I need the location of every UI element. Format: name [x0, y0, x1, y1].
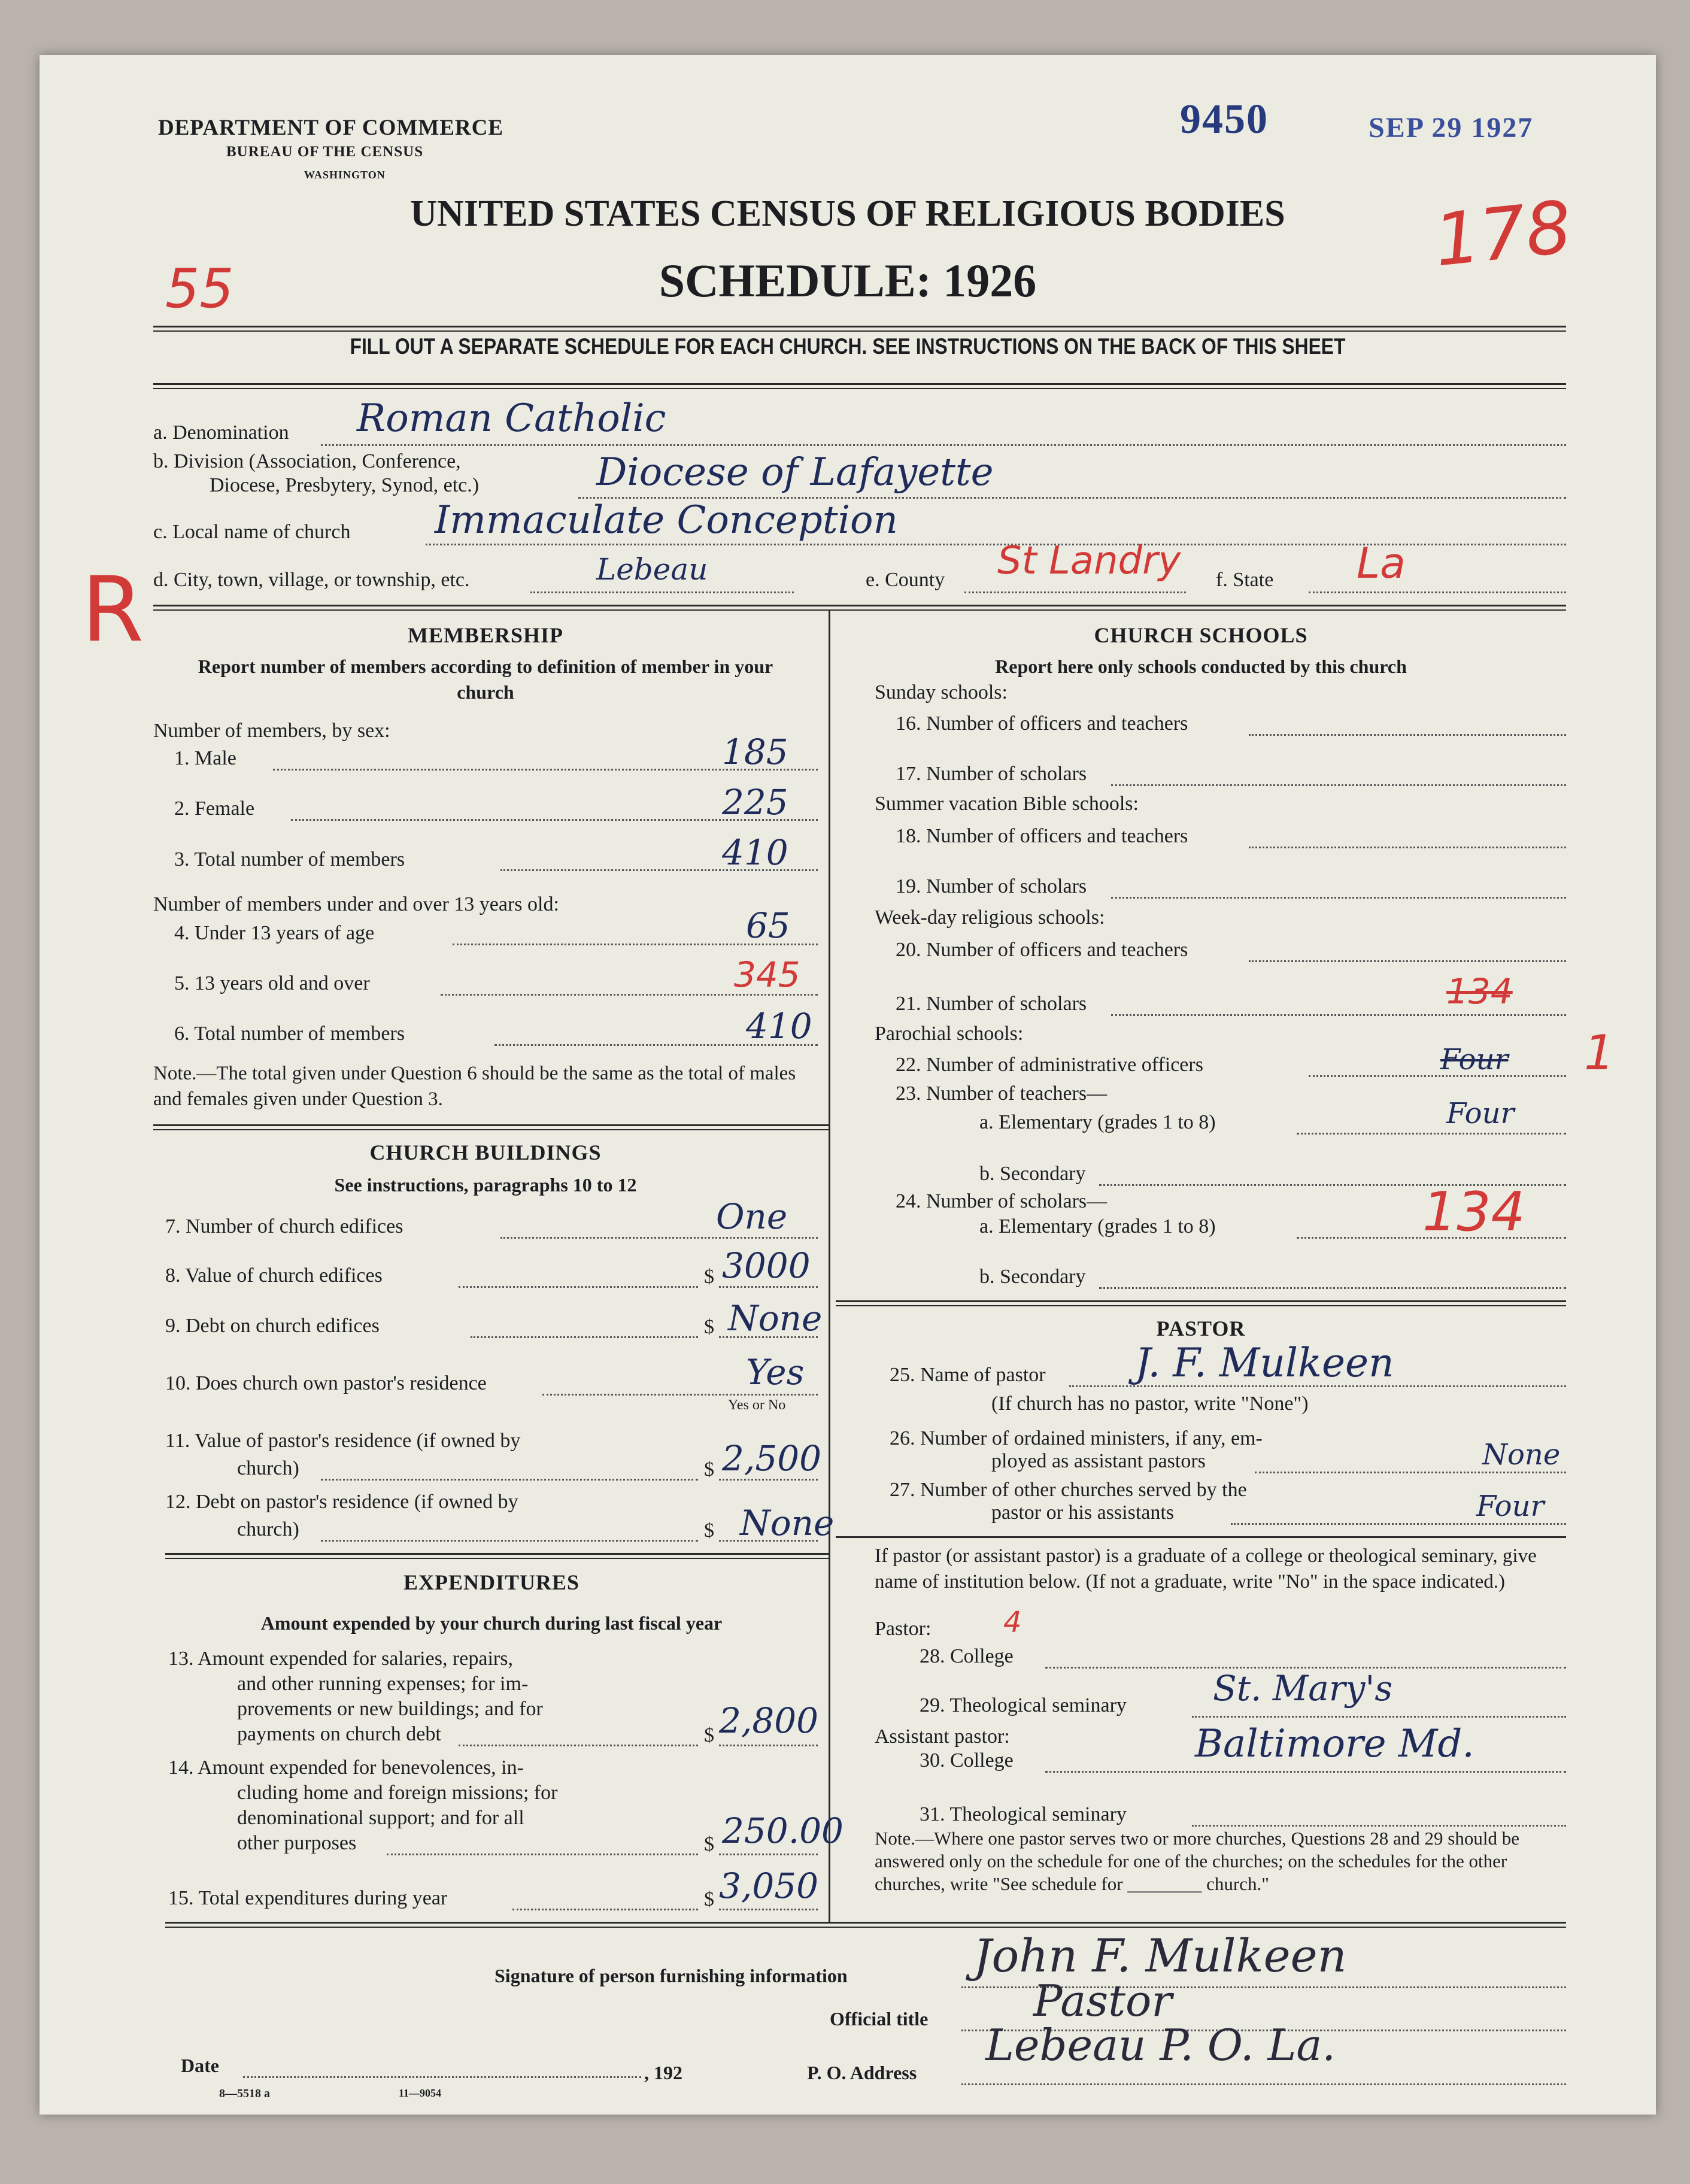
- city-label: d. City, town, village, or township, etc.: [153, 569, 470, 591]
- fill-line: [1249, 847, 1566, 848]
- rule: [153, 609, 1566, 611]
- q12-label-2: church): [237, 1518, 299, 1540]
- pastor-note: Note.—Where one pastor serves two or more churches, Questions 28 and 29 should be answered only on the schedule for one of the churches; on the schedules for the other churches, write "See schedule for ________ church.": [875, 1828, 1519, 1894]
- rule: [165, 1553, 829, 1555]
- q5-value[interactable]: 345: [734, 954, 800, 995]
- q10-value[interactable]: Yes: [746, 1352, 805, 1393]
- fill-line: [1045, 1771, 1566, 1773]
- q29-label: 29. Theological seminary: [920, 1694, 1127, 1716]
- instructions-line: FILL OUT A SEPARATE SCHEDULE FOR EACH CHURCH. SEE INSTRUCTIONS ON THE BACK OF THIS SHEET: [350, 334, 1346, 359]
- fill-line: [542, 1394, 818, 1396]
- q23a-value[interactable]: Four: [1446, 1097, 1515, 1130]
- q10-hint: Yes or No: [728, 1397, 786, 1413]
- fill-line: [459, 1286, 698, 1288]
- fill-line: [1297, 1133, 1566, 1135]
- division-label-1: b. Division (Association, Conference,: [153, 450, 461, 472]
- q11-label-2: church): [237, 1457, 299, 1479]
- q27-value[interactable]: Four: [1476, 1490, 1545, 1523]
- po-address-label: P. O. Address: [807, 2062, 917, 2083]
- q13-label-3: provements or new buildings; and for: [237, 1698, 543, 1720]
- rule: [153, 388, 1566, 389]
- county-label: e. County: [866, 569, 945, 591]
- schools-heading: CHURCH SCHOOLS: [1094, 623, 1308, 647]
- schools-subheading: Report here only schools conducted by this church: [995, 656, 1407, 677]
- rule: [165, 1922, 1566, 1924]
- rule: [836, 1300, 1566, 1302]
- date-label: Date: [181, 2055, 219, 2076]
- state-value[interactable]: La: [1357, 539, 1406, 588]
- q13-label-1: 13. Amount expended for salaries, repairs,: [168, 1648, 513, 1670]
- q23a-label: a. Elementary (grades 1 to 8): [979, 1111, 1216, 1133]
- membership-heading: MEMBERSHIP: [407, 623, 563, 647]
- q26-label-1: 26. Number of ordained ministers, if any, em-: [890, 1427, 1263, 1449]
- fill-line: [719, 1745, 818, 1746]
- q13-label-2: and other running expenses; for im-: [237, 1673, 529, 1695]
- city-value[interactable]: Lebeau: [596, 552, 708, 587]
- division-value[interactable]: Diocese of Lafayette: [596, 450, 994, 495]
- q25-hint: (If church has no pastor, write "None"): [991, 1393, 1309, 1415]
- q28-label: 28. College: [920, 1645, 1014, 1667]
- q31-label: 31. Theological seminary: [920, 1803, 1127, 1825]
- form-title: UNITED STATES CENSUS OF RELIGIOUS BODIES: [410, 193, 1285, 234]
- q2-value[interactable]: 225: [722, 782, 788, 823]
- by-age-label: Number of members under and over 13 years old:: [153, 893, 559, 915]
- rule: [165, 1558, 829, 1559]
- rule: [153, 330, 1566, 332]
- local-name-value[interactable]: Immaculate Conception: [435, 498, 898, 542]
- q11-value[interactable]: 2,500: [722, 1438, 822, 1479]
- q11-label-1: 11. Value of pastor's residence (if owned by: [165, 1430, 521, 1452]
- dollar-sign: $: [704, 1724, 714, 1746]
- print-code: 11—9054: [399, 2087, 442, 2099]
- by-sex-label: Number of members, by sex:: [153, 720, 390, 742]
- fill-line: [1231, 1523, 1566, 1525]
- expenditures-subheading: Amount expended by your church during last fiscal year: [260, 1612, 723, 1634]
- fill-line: [719, 1854, 818, 1855]
- dollar-sign: $: [704, 1519, 714, 1542]
- q3-label: 3. Total number of members: [174, 848, 405, 870]
- fill-line: [1192, 1716, 1566, 1718]
- graduate-note: If pastor (or assistant pastor) is a graduate of a college or theological seminary, give name of institution below. (If not a graduate, write "No" in the space indicated.): [875, 1545, 1537, 1592]
- q10-label: 10. Does church own pastor's residence: [165, 1372, 487, 1394]
- fill-line: [387, 1854, 698, 1855]
- q13-label-4: payments on church debt: [237, 1723, 441, 1745]
- q7-value[interactable]: One: [716, 1196, 788, 1237]
- q26-value[interactable]: None: [1482, 1438, 1561, 1472]
- q22-correction[interactable]: 1: [1584, 1025, 1615, 1081]
- q12-value[interactable]: None: [740, 1503, 835, 1543]
- q16-label: 16. Number of officers and teachers: [896, 712, 1188, 735]
- margin-note-left: 55: [165, 257, 234, 320]
- q17-label: 17. Number of scholars: [896, 763, 1087, 785]
- rule: [153, 326, 1566, 327]
- q20-label: 20. Number of officers and teachers: [896, 939, 1188, 961]
- bureau-city: WASHINGTON: [304, 169, 386, 181]
- expenditures-heading: EXPENDITURES: [403, 1570, 580, 1594]
- form-code: 8—5518 a: [219, 2087, 270, 2100]
- q15-value[interactable]: 3,050: [719, 1866, 819, 1906]
- q1-label: 1. Male: [174, 747, 236, 769]
- dollar-sign: $: [704, 1316, 714, 1338]
- rule: [153, 1129, 829, 1130]
- fill-line: [1249, 960, 1566, 962]
- fill-line: [961, 2083, 1566, 2085]
- q21-value[interactable]: 134: [1446, 971, 1513, 1012]
- dollar-sign: $: [704, 1888, 714, 1910]
- column-divider: [829, 611, 830, 1922]
- q6-label: 6. Total number of members: [174, 1023, 405, 1045]
- fill-line: [321, 1540, 698, 1542]
- fill-line: [1192, 1825, 1566, 1827]
- stamp-number: 9450: [1180, 96, 1269, 142]
- parochial-schools-label: Parochial schools:: [875, 1023, 1024, 1045]
- fill-line: [1099, 1287, 1566, 1289]
- q22-value[interactable]: Four: [1440, 1043, 1509, 1076]
- q24a-value[interactable]: 134: [1422, 1181, 1525, 1243]
- stamp-date: SEP 29 1927: [1369, 112, 1534, 144]
- fill-line: [321, 444, 1566, 446]
- signature-label: Signature of person furnishing information: [494, 1965, 848, 1986]
- fill-line: [243, 2076, 641, 2078]
- q24a-label: a. Elementary (grades 1 to 8): [979, 1215, 1216, 1237]
- sunday-schools-label: Sunday schools:: [875, 681, 1008, 703]
- official-title-label: Official title: [830, 2008, 929, 2030]
- q4-value[interactable]: 65: [746, 905, 790, 946]
- summer-schools-label: Summer vacation Bible schools:: [875, 793, 1139, 815]
- fill-line: [1309, 1075, 1566, 1077]
- q9-value[interactable]: None: [728, 1298, 823, 1339]
- membership-subheading: Report number of members according to definition of member in your church: [198, 656, 773, 703]
- rule: [153, 605, 1566, 606]
- q2-label: 2. Female: [174, 797, 255, 820]
- pastor-label: Pastor:: [875, 1618, 932, 1640]
- fill-line: [321, 1479, 698, 1481]
- q12-label-1: 12. Debt on pastor's residence (if owned by: [165, 1491, 518, 1513]
- fill-line: [719, 1286, 818, 1288]
- pastor-name-value[interactable]: J. F. Mulkeen: [1135, 1340, 1394, 1386]
- margin-note-right: 178: [1430, 186, 1576, 283]
- q8-label: 8. Value of church edifices: [165, 1264, 383, 1287]
- fill-line: [1249, 734, 1566, 736]
- q29-value[interactable]: St. Mary's: [1213, 1668, 1393, 1709]
- denomination-label: a. Denomination: [153, 421, 289, 444]
- fill-line: [1255, 1472, 1566, 1473]
- fill-line: [1111, 1014, 1566, 1016]
- q13-value[interactable]: 2,800: [719, 1700, 819, 1741]
- bureau-name: BUREAU OF THE CENSUS: [226, 144, 424, 160]
- q14-label-1: 14. Amount expended for benevolences, in-: [168, 1757, 524, 1779]
- q25-label: 25. Name of pastor: [890, 1364, 1046, 1386]
- q22-label: 22. Number of administrative officers: [896, 1054, 1203, 1076]
- weekday-schools-label: Week-day religious schools:: [875, 906, 1105, 929]
- fill-line: [1111, 784, 1566, 786]
- q15-label: 15. Total expenditures during year: [168, 1887, 448, 1909]
- date-year: , 192: [644, 2062, 682, 2083]
- q18-label: 18. Number of officers and teachers: [896, 825, 1188, 847]
- q27-label-2: pastor or his assistants: [991, 1502, 1175, 1524]
- q14-label-3: denominational support; and for all: [237, 1807, 524, 1829]
- pastor-mark: 4: [1003, 1606, 1022, 1639]
- pastor-heading: PASTOR: [1156, 1317, 1246, 1340]
- buildings-subheading: See instructions, paragraphs 10 to 12: [334, 1174, 637, 1196]
- fill-line: [530, 592, 794, 593]
- fill-line: [719, 1479, 818, 1481]
- fill-line: [964, 592, 1186, 593]
- membership-note: Note.—The total given under Question 6 should be the same as the total of males and females given under Question 3.: [153, 1063, 796, 1110]
- q4-label: 4. Under 13 years of age: [174, 922, 375, 944]
- fill-line: [1309, 592, 1566, 593]
- q30-label: 30. College: [920, 1749, 1014, 1772]
- rule: [836, 1536, 1566, 1538]
- state-label: f. State: [1216, 569, 1274, 591]
- fill-line: [512, 1909, 698, 1910]
- fill-line: [459, 1745, 698, 1746]
- fill-line: [1111, 897, 1566, 899]
- form-schedule: SCHEDULE: 1926: [659, 254, 1037, 307]
- q1-value[interactable]: 185: [722, 732, 788, 772]
- q23b-label: b. Secondary: [979, 1163, 1086, 1185]
- department-name: DEPARTMENT OF COMMERCE: [158, 116, 504, 140]
- q14-label-2: cluding home and foreign missions; for: [237, 1782, 558, 1804]
- denomination-value[interactable]: Roman Catholic: [357, 396, 666, 441]
- q6-value[interactable]: 410: [746, 1006, 812, 1046]
- dollar-sign: $: [704, 1458, 714, 1481]
- assistant-pastor-label: Assistant pastor:: [875, 1725, 1010, 1748]
- buildings-heading: CHURCH BUILDINGS: [369, 1140, 602, 1164]
- division-label-2: Diocese, Presbytery, Synod, etc.): [210, 474, 480, 496]
- q14-value[interactable]: 250.00: [722, 1810, 844, 1851]
- q7-label: 7. Number of church edifices: [165, 1215, 403, 1237]
- margin-letter: R: [81, 558, 144, 662]
- official-title-value[interactable]: Pastor: [1033, 1976, 1172, 2026]
- q26-label-2: ployed as assistant pastors: [991, 1450, 1206, 1472]
- rule: [153, 383, 1566, 385]
- rule: [153, 1124, 829, 1126]
- q27-label-1: 27. Number of other churches served by the: [890, 1479, 1247, 1501]
- q21-label: 21. Number of scholars: [896, 993, 1087, 1015]
- q9-label: 9. Debt on church edifices: [165, 1315, 380, 1337]
- q19-label: 19. Number of scholars: [896, 875, 1087, 897]
- q23-label: 23. Number of teachers—: [896, 1082, 1108, 1105]
- local-name-label: c. Local name of church: [153, 521, 351, 543]
- q5-label: 5. 13 years old and over: [174, 972, 370, 994]
- rule: [165, 1927, 1566, 1928]
- county-value[interactable]: St Landry: [997, 539, 1181, 583]
- q24-label: 24. Number of scholars—: [896, 1190, 1108, 1212]
- q30-value[interactable]: Baltimore Md.: [1195, 1722, 1474, 1766]
- q8-value[interactable]: 3000: [722, 1245, 811, 1286]
- fill-line: [500, 1237, 818, 1239]
- dollar-sign: $: [704, 1266, 714, 1288]
- q3-value[interactable]: 410: [722, 832, 788, 873]
- signature-value[interactable]: John F. Mulkeen: [973, 1929, 1347, 1982]
- rule: [836, 1305, 1566, 1306]
- fill-line: [719, 1909, 818, 1910]
- po-address-value[interactable]: Lebeau P. O. La.: [985, 2020, 1336, 2070]
- q14-label-4: other purposes: [237, 1832, 357, 1854]
- dollar-sign: $: [704, 1833, 714, 1855]
- fill-line: [471, 1336, 698, 1338]
- census-schedule-sheet: [40, 55, 1656, 2115]
- q24b-label: b. Secondary: [979, 1266, 1086, 1288]
